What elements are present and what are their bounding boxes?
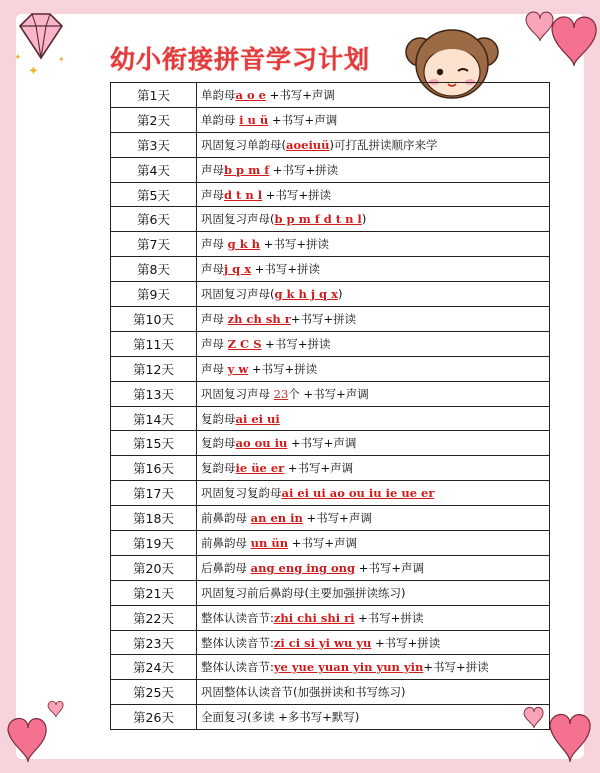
plan-cell bbox=[197, 506, 550, 531]
pinyin-highlight: zhi chi shi ri bbox=[273, 610, 355, 625]
plan-text: 声母 bbox=[201, 237, 228, 252]
pinyin-highlight: i u ü bbox=[239, 112, 269, 127]
plan-text: 单韵母 bbox=[201, 112, 240, 127]
plan-cell bbox=[197, 605, 550, 630]
plan-cell bbox=[197, 207, 550, 232]
day-cell: 第10天 bbox=[111, 307, 197, 332]
plan-cell bbox=[197, 456, 550, 481]
page-title: 幼小衔接拼音学习计划 bbox=[110, 45, 371, 74]
pinyin-highlight: un ün bbox=[250, 535, 289, 550]
plan-text: 巩固复习单韵母( bbox=[201, 137, 286, 152]
plan-text: 声母 bbox=[201, 187, 224, 202]
pinyin-highlight: Z C S bbox=[227, 336, 262, 351]
day-cell: 第26天 bbox=[111, 705, 197, 730]
plan-cell bbox=[197, 232, 550, 257]
plan-text: 声母 bbox=[201, 311, 228, 326]
day-cell: 第17天 bbox=[111, 481, 197, 506]
plan-text: 声母 bbox=[201, 262, 224, 277]
table-row bbox=[111, 406, 550, 431]
table-row bbox=[111, 157, 550, 182]
pinyin-highlight: d t n l bbox=[224, 187, 263, 202]
day-cell: 第16天 bbox=[111, 456, 197, 481]
table-row bbox=[111, 381, 550, 406]
day-cell: 第23天 bbox=[111, 630, 197, 655]
plan-text: 巩固整体认读音节(加强拼读和书写练习) bbox=[201, 685, 406, 700]
day-cell: 第6天 bbox=[111, 207, 197, 232]
pinyin-highlight: an en in bbox=[250, 511, 303, 526]
plan-cell bbox=[197, 356, 550, 381]
pinyin-highlight: ao ou iu bbox=[235, 436, 288, 451]
plan-suffix: +书写+拼读 bbox=[423, 660, 489, 675]
pinyin-highlight: ye yue yuan yin yun yin bbox=[273, 660, 424, 675]
plan-suffix: +书写+拼读 bbox=[260, 237, 329, 252]
table-row bbox=[111, 307, 550, 332]
plan-text: 整体认读音节: bbox=[201, 610, 274, 625]
plan-suffix: +书写+拼读 bbox=[290, 311, 357, 326]
plan-suffix: 个 +书写+声调 bbox=[288, 386, 369, 401]
day-cell: 第22天 bbox=[111, 605, 197, 630]
plan-suffix: +书写+拼读 bbox=[262, 187, 332, 202]
plan-cell bbox=[197, 83, 550, 108]
svg-text:✦: ✦ bbox=[58, 55, 65, 64]
table-row bbox=[111, 107, 550, 132]
day-cell: 第24天 bbox=[111, 655, 197, 680]
plan-suffix: +书写+拼读 bbox=[261, 336, 331, 351]
plan-text: 后鼻韵母 bbox=[201, 560, 251, 575]
hearts-top-right-icon bbox=[512, 0, 600, 84]
table-row bbox=[111, 207, 550, 232]
table-row bbox=[111, 331, 550, 356]
pinyin-highlight: a o e bbox=[235, 87, 266, 102]
pinyin-highlight: 23 bbox=[273, 386, 289, 401]
plan-cell bbox=[197, 481, 550, 506]
plan-suffix: +书写+声调 bbox=[268, 112, 338, 127]
svg-text:✦: ✦ bbox=[28, 64, 39, 79]
plan-cell bbox=[197, 331, 550, 356]
plan-suffix: +书写+拼读 bbox=[248, 361, 318, 376]
pinyin-highlight: b p m f bbox=[224, 162, 270, 177]
table-row bbox=[111, 506, 550, 531]
plan-text: 巩固复习声母( bbox=[201, 287, 275, 302]
plan-suffix: +书写+拼读 bbox=[371, 635, 441, 650]
day-cell: 第4天 bbox=[111, 157, 197, 182]
day-cell: 第8天 bbox=[111, 257, 197, 282]
plan-cell bbox=[197, 705, 550, 730]
table-row bbox=[111, 456, 550, 481]
plan-cell bbox=[197, 132, 550, 157]
plan-text: 全面复习(多读 +多书写+默写) bbox=[201, 710, 360, 725]
table-row bbox=[111, 531, 550, 556]
day-cell: 第14天 bbox=[111, 406, 197, 431]
plan-suffix: +书写+声调 bbox=[355, 560, 425, 575]
day-cell: 第2天 bbox=[111, 107, 197, 132]
plan-cell bbox=[197, 107, 550, 132]
table-row bbox=[111, 282, 550, 307]
plan-suffix: )可打乱拼读顺序来学 bbox=[329, 137, 438, 152]
plan-text: 复韵母 bbox=[201, 461, 236, 476]
pinyin-highlight: zi ci si yi wu yu bbox=[273, 635, 372, 650]
plan-cell bbox=[197, 307, 550, 332]
day-cell: 第20天 bbox=[111, 555, 197, 580]
table-row bbox=[111, 83, 550, 108]
plan-text: 巩固复习声母 bbox=[201, 386, 274, 401]
diamond-icon bbox=[10, 8, 70, 64]
plan-text: 巩固复习前后鼻韵母(主要加强拼读练习) bbox=[201, 585, 406, 600]
table-row bbox=[111, 356, 550, 381]
pinyin-highlight: ie üe er bbox=[235, 461, 285, 476]
plan-text: 复韵母 bbox=[201, 411, 236, 426]
day-cell: 第12天 bbox=[111, 356, 197, 381]
table-row bbox=[111, 232, 550, 257]
pinyin-highlight: ai ei ui bbox=[235, 411, 280, 426]
plan-text: 复韵母 bbox=[201, 436, 236, 451]
day-cell: 第11天 bbox=[111, 331, 197, 356]
plan-suffix: +书写+声调 bbox=[265, 87, 335, 102]
plan-suffix: +书写+声调 bbox=[288, 535, 358, 550]
plan-text: 前鼻韵母 bbox=[201, 511, 251, 526]
plan-suffix: ) bbox=[361, 212, 367, 227]
plan-text: 巩固复习声母( bbox=[201, 212, 275, 227]
day-cell: 第9天 bbox=[111, 282, 197, 307]
table-row bbox=[111, 630, 550, 655]
table-row bbox=[111, 431, 550, 456]
day-cell: 第19天 bbox=[111, 531, 197, 556]
plan-text: 声母 bbox=[201, 336, 228, 351]
plan-suffix: +书写+声调 bbox=[284, 461, 354, 476]
plan-text: 声母 bbox=[201, 162, 224, 177]
pinyin-highlight: zh ch sh r bbox=[227, 311, 291, 326]
pinyin-highlight: aoeiuü bbox=[286, 137, 330, 152]
plan-text: 声母 bbox=[201, 361, 228, 376]
day-cell: 第21天 bbox=[111, 580, 197, 605]
plan-suffix: +书写+拼读 bbox=[269, 162, 339, 177]
pinyin-highlight: ai ei ui ao ou iu ie ue er bbox=[281, 486, 435, 501]
table-row bbox=[111, 182, 550, 207]
plan-suffix: +书写+声调 bbox=[287, 436, 357, 451]
day-cell: 第5天 bbox=[111, 182, 197, 207]
day-cell: 第15天 bbox=[111, 431, 197, 456]
plan-cell bbox=[197, 655, 550, 680]
plan-suffix: ) bbox=[337, 287, 343, 302]
table-row bbox=[111, 605, 550, 630]
day-cell: 第25天 bbox=[111, 680, 197, 705]
plan-table bbox=[110, 82, 550, 730]
plan-text: 单韵母 bbox=[201, 87, 236, 102]
plan-cell bbox=[197, 630, 550, 655]
plan-cell bbox=[197, 431, 550, 456]
pinyin-highlight: ang eng ing ong bbox=[250, 560, 356, 575]
table-row bbox=[111, 680, 550, 705]
plan-cell bbox=[197, 182, 550, 207]
plan-text: 前鼻韵母 bbox=[201, 535, 251, 550]
table-row bbox=[111, 481, 550, 506]
plan-table-body bbox=[111, 83, 550, 730]
plan-text: 整体认读音节: bbox=[201, 660, 274, 675]
plan-cell bbox=[197, 555, 550, 580]
hearts-bottom-left-icon bbox=[0, 700, 80, 773]
plan-cell bbox=[197, 157, 550, 182]
pinyin-highlight: g k h j q x bbox=[274, 287, 338, 302]
pinyin-highlight: y w bbox=[227, 361, 249, 376]
plan-cell bbox=[197, 257, 550, 282]
pinyin-highlight: b p m f d t n l bbox=[274, 212, 362, 227]
pinyin-highlight: g k h bbox=[227, 237, 261, 252]
table-row bbox=[111, 132, 550, 157]
plan-suffix: +书写+拼读 bbox=[251, 262, 321, 277]
svg-text:✦: ✦ bbox=[14, 53, 22, 63]
plan-cell bbox=[197, 680, 550, 705]
sparkle-icon bbox=[26, 60, 46, 80]
plan-text: 整体认读音节: bbox=[201, 635, 274, 650]
table-row bbox=[111, 655, 550, 680]
day-cell: 第3天 bbox=[111, 132, 197, 157]
table-row bbox=[111, 555, 550, 580]
day-cell: 第18天 bbox=[111, 506, 197, 531]
plan-suffix: +书写+拼读 bbox=[354, 610, 424, 625]
plan-cell bbox=[197, 531, 550, 556]
day-cell: 第13天 bbox=[111, 381, 197, 406]
table-row bbox=[111, 705, 550, 730]
pinyin-highlight: j q x bbox=[224, 262, 252, 277]
plan-cell bbox=[197, 381, 550, 406]
table-row bbox=[111, 580, 550, 605]
plan-cell bbox=[197, 580, 550, 605]
day-cell: 第1天 bbox=[111, 83, 197, 108]
plan-text: 巩固复习复韵母 bbox=[201, 486, 282, 501]
plan-suffix: +书写+声调 bbox=[302, 511, 372, 526]
plan-cell bbox=[197, 282, 550, 307]
table-row bbox=[111, 257, 550, 282]
day-cell: 第7天 bbox=[111, 232, 197, 257]
plan-cell bbox=[197, 406, 550, 431]
